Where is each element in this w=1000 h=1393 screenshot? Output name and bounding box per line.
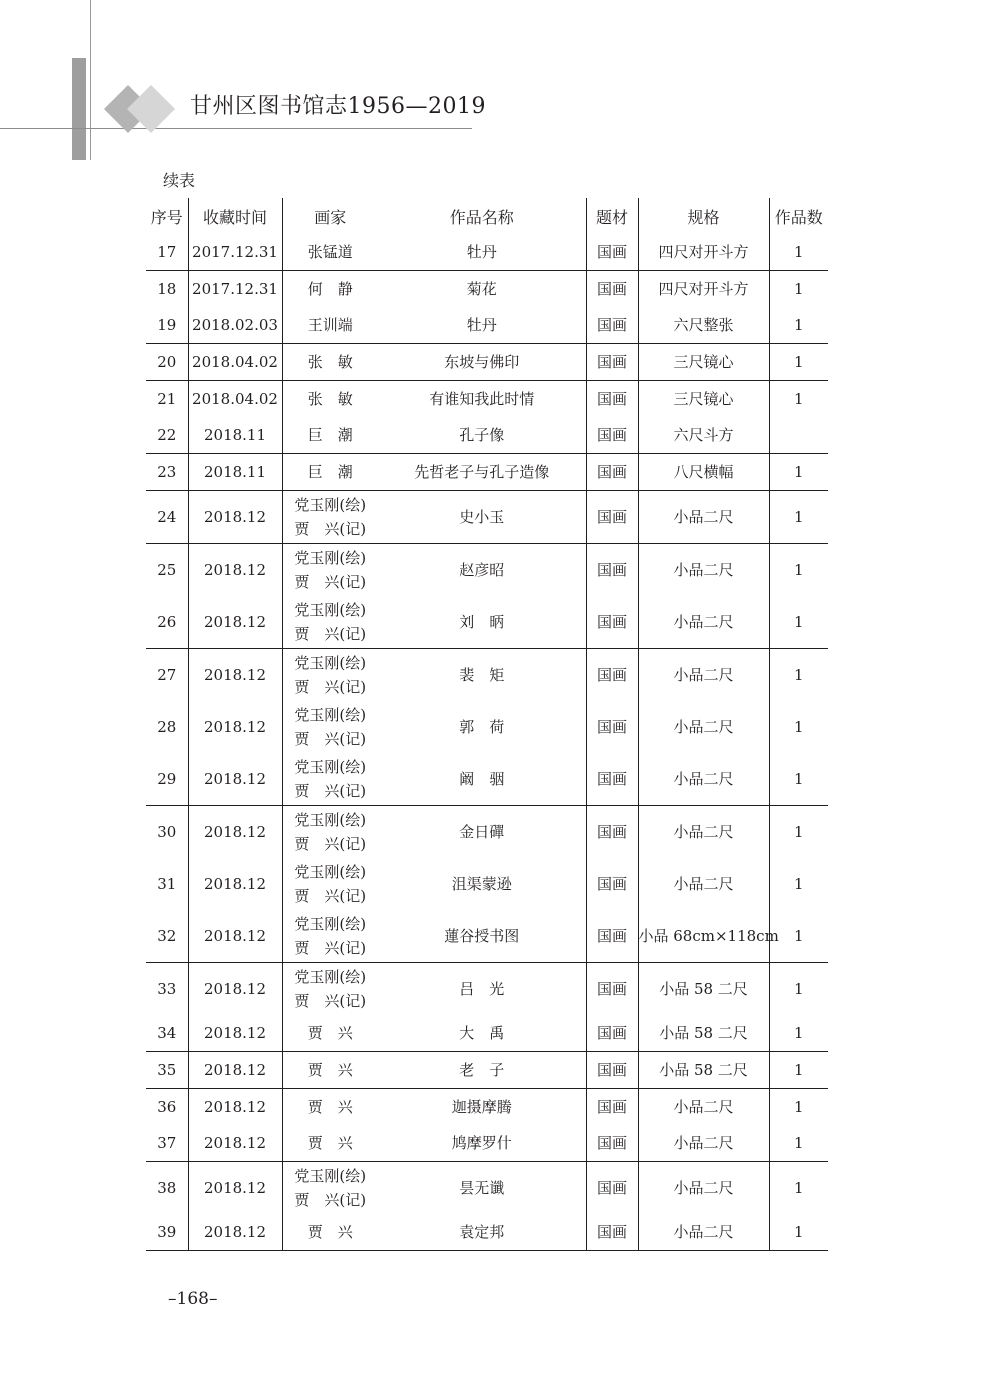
- cell-no: 17: [157, 243, 177, 261]
- table-row: [146, 544, 828, 597]
- cell-no: 37: [157, 1134, 177, 1152]
- table-row: [146, 381, 828, 418]
- cell-genre: 国画: [586, 1125, 638, 1162]
- header-vertical-rule: [90, 0, 91, 160]
- cell-count: 1: [769, 1214, 828, 1251]
- cell-count: 1: [769, 271, 828, 308]
- table-row: [146, 963, 828, 1016]
- artist-name-line: 张锰道: [307, 243, 353, 261]
- cell-spec: 三尺镜心: [638, 344, 769, 381]
- collection-table: [146, 198, 828, 1251]
- cell-spec: 小品二尺: [638, 544, 769, 597]
- cell-count: 1: [769, 454, 828, 491]
- cell-title: 大 禹: [459, 1024, 505, 1042]
- cell-date: 2018.12: [188, 753, 282, 806]
- artist-name-line: 张 敏: [307, 390, 353, 408]
- cell-genre: 国画: [586, 806, 638, 859]
- artist-name-block: [294, 651, 366, 699]
- cell-genre: 国画: [586, 1214, 638, 1251]
- continued-table-label: 续表: [163, 171, 196, 190]
- cell-title: 沮渠蒙逊: [451, 875, 512, 893]
- cell-genre: 国画: [586, 1089, 638, 1126]
- cell-date: 2018.12: [188, 1052, 282, 1089]
- cell-spec: 小品二尺: [638, 701, 769, 753]
- cell-count: 1: [769, 963, 828, 1016]
- cell-title: 老 子: [378, 1052, 586, 1089]
- cell-no: 38: [146, 1162, 188, 1215]
- cell-count: 1: [769, 344, 828, 381]
- cell-spec: 六尺整张: [638, 307, 769, 344]
- table-row: [146, 234, 828, 271]
- artist-name-line: 贾 兴: [307, 1061, 353, 1079]
- cell-title: 孔子像: [459, 426, 505, 444]
- artist-name-line: 贾 兴(记): [294, 520, 367, 538]
- cell-no: 28: [157, 718, 177, 736]
- cell-spec: 四尺对开斗方: [638, 234, 769, 271]
- table-row: [146, 271, 828, 308]
- cell-date: 2018.12: [188, 649, 282, 702]
- artist-name-line: 贾 兴(记): [294, 835, 367, 853]
- cell-no: 23: [146, 454, 188, 491]
- cell-no: 24: [146, 491, 188, 544]
- table-row: [146, 806, 828, 859]
- cell-genre: 国画: [586, 344, 638, 381]
- artist-name-block: [294, 493, 366, 541]
- cell-artist: [282, 753, 378, 806]
- cell-spec: 小品二尺: [638, 806, 769, 859]
- cell-count: 1: [769, 491, 828, 544]
- artist-name-block: [308, 387, 353, 411]
- cell-title: 史小玉: [378, 491, 586, 544]
- artist-name-line: 贾 兴: [307, 1098, 353, 1116]
- cell-no: 22: [157, 426, 177, 444]
- cell-artist: [282, 963, 378, 1016]
- table-row: [146, 344, 828, 381]
- cell-no: 30: [146, 806, 188, 859]
- table-row: [146, 753, 828, 806]
- header-gray-bar: [72, 58, 86, 160]
- artist-name-line: 贾 兴(记): [294, 1191, 367, 1209]
- column-header-count: 作品数: [769, 198, 828, 234]
- artist-name-block: [294, 598, 366, 646]
- cell-genre: 国画: [586, 307, 638, 344]
- table-header-row: [146, 198, 828, 234]
- cell-date: 2018.12: [188, 1125, 282, 1162]
- cell-count: 1: [769, 806, 828, 859]
- cell-date: 2018.12: [188, 806, 282, 859]
- artist-name-line: 党玉刚(绘): [294, 601, 367, 619]
- cell-title: 刘 昞: [459, 613, 505, 631]
- cell-date: 2018.11: [188, 454, 282, 491]
- table-row: [146, 1015, 828, 1052]
- artist-name-block: [308, 1021, 353, 1045]
- artist-name-block: [308, 1220, 353, 1244]
- cell-date: 2018.12: [188, 910, 282, 963]
- cell-title: 郭 荷: [459, 718, 505, 736]
- artist-name-line: 贾 兴(记): [294, 730, 367, 748]
- artist-name-line: 党玉刚(绘): [294, 706, 367, 724]
- cell-spec: 小品 68cm×118cm: [638, 910, 769, 963]
- cell-title: 裴 矩: [378, 649, 586, 702]
- cell-spec: 小品二尺: [638, 1214, 769, 1251]
- cell-artist: [282, 910, 378, 963]
- table-row: [146, 910, 828, 963]
- cell-artist: [282, 234, 378, 271]
- artist-name-line: 贾 兴(记): [294, 992, 367, 1010]
- cell-spec: 小品二尺: [638, 596, 769, 649]
- cell-title: 阚 骃: [459, 770, 505, 788]
- cell-no: 35: [146, 1052, 188, 1089]
- cell-artist: [282, 491, 378, 544]
- artist-name-line: 贾 兴(记): [294, 782, 367, 800]
- cell-spec: 小品二尺: [638, 858, 769, 910]
- cell-no: 26: [157, 613, 177, 631]
- cell-artist: [282, 381, 378, 418]
- cell-genre: 国画: [586, 1015, 638, 1052]
- artist-name-line: 贾 兴: [307, 1024, 353, 1042]
- cell-spec: 小品二尺: [638, 1162, 769, 1215]
- cell-artist: [282, 701, 378, 753]
- cell-no: 27: [146, 649, 188, 702]
- artist-name-line: 党玉刚(绘): [294, 654, 367, 672]
- cell-spec: 八尺横幅: [638, 454, 769, 491]
- artist-name-block: [294, 755, 366, 803]
- artist-name-line: 党玉刚(绘): [294, 1167, 367, 1185]
- cell-count: 1: [769, 701, 828, 753]
- table-row: [146, 307, 828, 344]
- cell-date: 2017.12.31: [188, 271, 282, 308]
- cell-date: 2018.12: [188, 1089, 282, 1126]
- artist-name-block: [294, 860, 366, 908]
- cell-count: [769, 417, 828, 454]
- cell-genre: 国画: [586, 381, 638, 418]
- cell-title: 昙无谶: [378, 1162, 586, 1215]
- artist-name-block: [308, 460, 353, 484]
- artist-name-block: [294, 1164, 366, 1212]
- cell-genre: 国画: [586, 596, 638, 649]
- cell-spec: 六尺斗方: [638, 417, 769, 454]
- column-header-artist: 画家: [282, 198, 378, 234]
- cell-no: 19: [157, 316, 177, 334]
- cell-no: 25: [146, 544, 188, 597]
- cell-date: 2018.12: [188, 1015, 282, 1052]
- column-header-no: 序号: [150, 207, 183, 227]
- table-row: [146, 491, 828, 544]
- artist-name-line: 贾 兴: [307, 1223, 353, 1241]
- artist-name-block: [308, 423, 353, 447]
- artist-name-line: 贾 兴(记): [294, 625, 367, 643]
- table-row: [146, 1052, 828, 1089]
- cell-spec: 小品 58 二尺: [638, 1015, 769, 1052]
- artist-name-line: 党玉刚(绘): [294, 549, 367, 567]
- cell-artist: [282, 649, 378, 702]
- cell-spec: 小品 58 二尺: [638, 963, 769, 1016]
- cell-no: 21: [146, 381, 188, 418]
- table-row: [146, 701, 828, 753]
- artist-name-line: 党玉刚(绘): [294, 496, 367, 514]
- cell-date: 2018.11: [188, 417, 282, 454]
- artist-name-block: [294, 965, 366, 1013]
- cell-date: 2018.12: [188, 963, 282, 1016]
- cell-date: 2018.12: [188, 858, 282, 910]
- artist-name-line: 党玉刚(绘): [294, 915, 367, 933]
- cell-count: 1: [769, 1052, 828, 1089]
- artist-name-block: [308, 313, 353, 337]
- cell-count: 1: [769, 381, 828, 418]
- cell-count: 1: [769, 1162, 828, 1215]
- cell-date: 2018.12: [188, 1214, 282, 1251]
- cell-no: 36: [146, 1089, 188, 1126]
- cell-title: 有谁知我此时情: [378, 381, 586, 418]
- artist-name-block: [294, 703, 366, 751]
- table-row: [146, 1162, 828, 1215]
- cell-spec: 三尺镜心: [638, 381, 769, 418]
- cell-count: 1: [769, 753, 828, 806]
- cell-title: 迦摄摩腾: [378, 1089, 586, 1126]
- cell-no: 39: [146, 1214, 188, 1251]
- artist-name-line: 贾 兴(记): [294, 939, 367, 957]
- artist-name-block: [308, 350, 353, 374]
- artist-name-block: [294, 912, 366, 960]
- cell-artist: [282, 1052, 378, 1089]
- cell-count: 1: [769, 307, 828, 344]
- cell-artist: [282, 454, 378, 491]
- cell-artist: [282, 307, 378, 344]
- cell-title: 菊花: [378, 271, 586, 308]
- cell-count: 1: [769, 649, 828, 702]
- cell-genre: 国画: [586, 417, 638, 454]
- cell-genre: 国画: [586, 753, 638, 806]
- artist-name-block: [308, 1058, 353, 1082]
- cell-title: 东坡与佛印: [378, 344, 586, 381]
- cell-genre: 国画: [586, 454, 638, 491]
- artist-name-line: 贾 兴(记): [294, 887, 367, 905]
- artist-name-line: 巨 潮: [307, 426, 353, 444]
- cell-title: 金日磾: [378, 806, 586, 859]
- cell-genre: 国画: [586, 491, 638, 544]
- cell-count: 1: [769, 234, 828, 271]
- artist-name-line: 何 静: [307, 280, 353, 298]
- cell-artist: [282, 1214, 378, 1251]
- cell-artist: [282, 596, 378, 649]
- cell-date: 2018.12: [188, 491, 282, 544]
- cell-genre: 国画: [586, 544, 638, 597]
- artist-name-line: 巨 潮: [307, 463, 353, 481]
- cell-artist: [282, 806, 378, 859]
- cell-no: 34: [157, 1024, 177, 1042]
- artist-name-block: [294, 808, 366, 856]
- cell-title: 牡丹: [466, 316, 497, 334]
- cell-genre: 国画: [586, 910, 638, 963]
- cell-spec: 四尺对开斗方: [638, 271, 769, 308]
- cell-date: 2018.04.02: [188, 344, 282, 381]
- header-horizontal-rule: [0, 128, 472, 129]
- cell-artist: [282, 1015, 378, 1052]
- cell-date: 2018.02.03: [188, 307, 282, 344]
- artist-name-line: 党玉刚(绘): [294, 863, 367, 881]
- column-header-date: 收藏时间: [188, 198, 282, 234]
- artist-name-line: 贾 兴(记): [294, 678, 367, 696]
- cell-date: 2018.04.02: [188, 381, 282, 418]
- table-row: [146, 858, 828, 910]
- cell-spec: 小品二尺: [638, 491, 769, 544]
- cell-genre: 国画: [586, 1052, 638, 1089]
- cell-no: 31: [157, 875, 177, 893]
- cell-date: 2017.12.31: [188, 234, 282, 271]
- table-row: [146, 417, 828, 454]
- cell-no: 32: [157, 927, 177, 945]
- table-row: [146, 596, 828, 649]
- column-header-genre: 题材: [586, 198, 638, 234]
- cell-count: 1: [769, 544, 828, 597]
- cell-title: 先哲老子与孔子造像: [378, 454, 586, 491]
- cell-spec: 小品 58 二尺: [638, 1052, 769, 1089]
- cell-genre: 国画: [586, 858, 638, 910]
- cell-genre: 国画: [586, 271, 638, 308]
- artist-name-block: [308, 277, 353, 301]
- cell-genre: 国画: [586, 1162, 638, 1215]
- table-row: [146, 1125, 828, 1162]
- artist-name-line: 王训端: [307, 316, 353, 334]
- cell-spec: 小品二尺: [638, 1125, 769, 1162]
- cell-date: 2018.12: [188, 596, 282, 649]
- cell-count: 1: [769, 910, 828, 963]
- cell-artist: [282, 1089, 378, 1126]
- cell-title: 吕 光: [378, 963, 586, 1016]
- cell-count: 1: [769, 596, 828, 649]
- cell-genre: 国画: [586, 701, 638, 753]
- artist-name-line: 贾 兴(记): [294, 573, 367, 591]
- cell-artist: [282, 271, 378, 308]
- artist-name-line: 贾 兴: [307, 1134, 353, 1152]
- cell-count: 1: [769, 858, 828, 910]
- column-header-title: 作品名称: [449, 207, 514, 227]
- cell-no: 29: [157, 770, 177, 788]
- artist-name-block: [308, 1095, 353, 1119]
- cell-no: 18: [146, 271, 188, 308]
- cell-artist: [282, 417, 378, 454]
- artist-name-line: 张 敏: [307, 353, 353, 371]
- cell-title: 赵彦昭: [378, 544, 586, 597]
- cell-artist: [282, 858, 378, 910]
- cell-count: 1: [769, 1125, 828, 1162]
- artist-name-block: [308, 1131, 353, 1155]
- table-body: [146, 234, 828, 1251]
- cell-title: 鸠摩罗什: [451, 1134, 512, 1152]
- cell-artist: [282, 1125, 378, 1162]
- cell-count: 1: [769, 1015, 828, 1052]
- artist-name-line: 党玉刚(绘): [294, 811, 367, 829]
- cell-title: 蓮谷授书图: [444, 927, 520, 945]
- running-header-title: 甘州区图书馆志1956—2019: [190, 94, 486, 119]
- table-row: [146, 1089, 828, 1126]
- column-header-spec: 规格: [638, 198, 769, 234]
- artist-name-block: [294, 546, 366, 594]
- page-number: –168–: [168, 1289, 218, 1309]
- table-row: [146, 454, 828, 491]
- cell-artist: [282, 1162, 378, 1215]
- cell-no: 33: [146, 963, 188, 1016]
- table-row: [146, 1214, 828, 1251]
- cell-date: 2018.12: [188, 544, 282, 597]
- cell-date: 2018.12: [188, 1162, 282, 1215]
- artist-name-line: 党玉刚(绘): [294, 758, 367, 776]
- cell-spec: 小品二尺: [638, 753, 769, 806]
- artist-name-block: [308, 240, 353, 264]
- cell-date: 2018.12: [188, 701, 282, 753]
- cell-artist: [282, 544, 378, 597]
- table-row: [146, 649, 828, 702]
- cell-genre: 国画: [586, 234, 638, 271]
- cell-no: 20: [146, 344, 188, 381]
- cell-genre: 国画: [586, 649, 638, 702]
- cell-title: 袁定邦: [378, 1214, 586, 1251]
- cell-spec: 小品二尺: [638, 1089, 769, 1126]
- cell-count: 1: [769, 1089, 828, 1126]
- cell-artist: [282, 344, 378, 381]
- artist-name-line: 党玉刚(绘): [294, 968, 367, 986]
- cell-title: 牡丹: [466, 243, 497, 261]
- cell-spec: 小品二尺: [638, 649, 769, 702]
- cell-genre: 国画: [586, 963, 638, 1016]
